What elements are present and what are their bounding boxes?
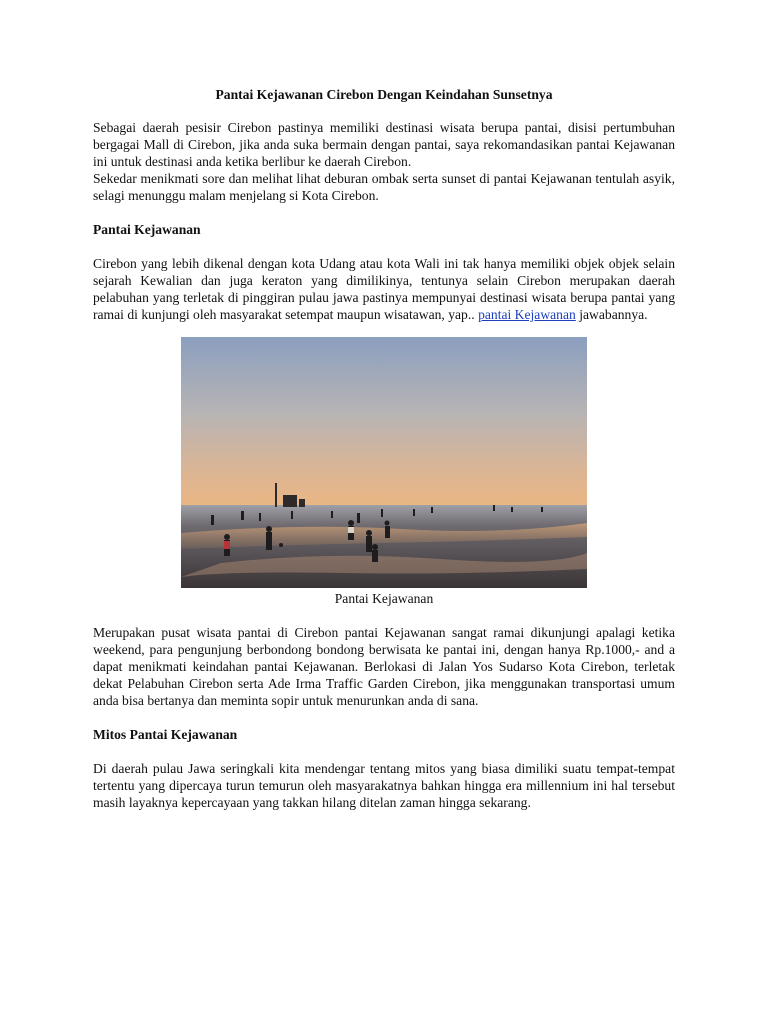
section1-paragraph-2: Merupakan pusat wisata pantai di Cirebon pantai Kejawanan sangat ramai dikunjungi apalagi ketika weekend, para pengunjung berbondong bondong berwisata ke pantai ini, dengan hanya Rp.1000,- and a dapat menikmati keindahan pantai Kejawanan. Berlokasi di Jalan Yos Sudarso Kota Cirebon, terletak dekat Pelabuhan Cirebon serta Ade Irma Traffic Garden Cirebon, jika menggunakan transportasi umum anda bisa bertanya dan meminta sopir untuk menurunkan anda di sana. bbox=[93, 625, 675, 708]
figure-caption: Pantai Kejawanan bbox=[334, 591, 434, 606]
spacer bbox=[93, 709, 675, 726]
spacer bbox=[93, 204, 675, 221]
section-heading-mitos: Mitos Pantai Kejawanan bbox=[93, 727, 238, 742]
section1-paragraph-1-text: Cirebon yang lebih dikenal dengan kota Udang atau kota Wali ini tak hanya memiliki objek objek selain sejarah Kewalian dan juga keraton yang dimilikinya, tentunya selain Cirebon merupakan daerah pelabuhan yang terletak di pinggiran pulau jawa pastinya mempunyai destinasi wisata berupa pantai yang ramai di kunjungi oleh masyarakat setempat maupun wisatawan, yap.. bbox=[93, 256, 675, 322]
section2-paragraph-1: Di daerah pulau Jawa seringkali kita mendengar tentang mitos yang biasa dimiliki suatu tempat-tempat tertentu yang dipercaya turun temurun oleh masyarakatnya bahkan hingga era millennium ini hal tersebut masih layaknya kepercayaan yang takkan hilang ditelan zaman hingga sekarang. bbox=[93, 761, 675, 810]
pantai-kejawanan-link[interactable]: pantai Kejawanan bbox=[478, 307, 576, 322]
beach-photo-image bbox=[181, 337, 587, 588]
intro-paragraph-2: Sekedar menikmati sore dan melihat lihat deburan ombak serta sunset di pantai Kejawanan tentulah asyik, selagi menunggu malam menjelang si Kota Cirebon. bbox=[93, 171, 675, 203]
intro-paragraph-1: Sebagai daerah pesisir Cirebon pastinya memiliki destinasi wisata berupa pantai, disisi pertumbuhan bergagai Mall di Cirebon, jika anda suka bermain dengan pantai, saya rekomandasikan pantai Kejawanan ini untuk destinasi anda ketika berlibur ke daerah Cirebon. bbox=[93, 120, 675, 169]
spacer bbox=[93, 238, 675, 255]
section-heading-pantai-kejawanan: Pantai Kejawanan bbox=[93, 222, 201, 237]
spacer bbox=[93, 743, 675, 760]
section1-paragraph-1 bbox=[93, 255, 675, 323]
beach-photo bbox=[181, 337, 587, 588]
spacer bbox=[93, 607, 675, 624]
section1-paragraph-1-after: jawabannya. bbox=[579, 307, 648, 322]
document-title: Pantai Kejawanan Cirebon Dengan Keindahan Sunsetnya bbox=[215, 87, 553, 102]
